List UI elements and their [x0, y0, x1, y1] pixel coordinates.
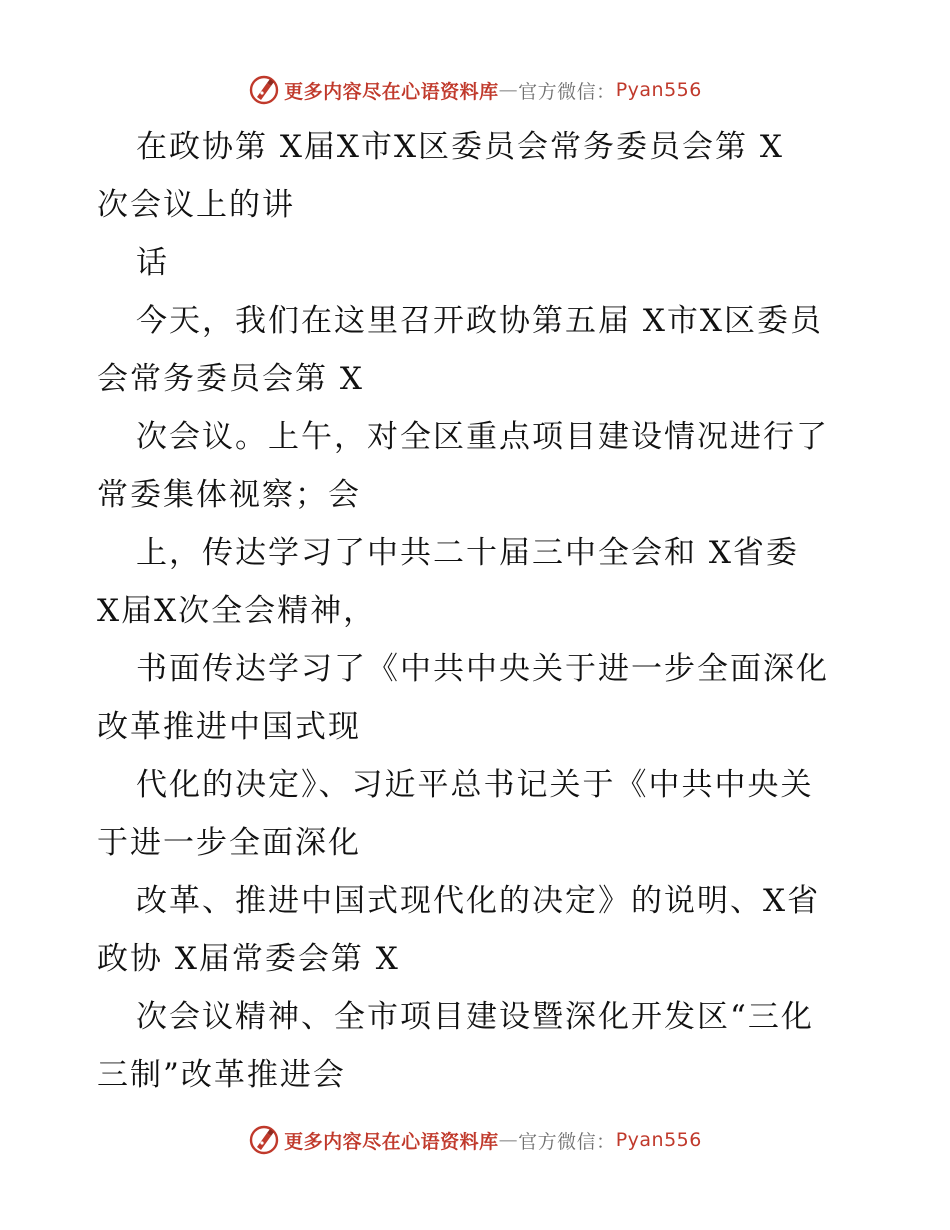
- text-line: 书面传达学习了《中共中央关于进一步全面深化: [136, 651, 829, 687]
- text-line: X届X次全会精神，: [97, 593, 377, 629]
- watermark-banner-top: [0, 70, 950, 110]
- text-line: 话: [136, 245, 169, 281]
- watermark-red-text: 更多内容尽在心语资料库: [284, 1130, 499, 1153]
- watermark-gray-text: 官方微信：: [518, 80, 616, 103]
- watermark-id-text: Pyan556: [615, 1129, 702, 1151]
- text-line: 今天，我们在这里召开政协第五届 X市X区委员: [136, 303, 823, 339]
- text-line: 代化的决定》、习近平总书记关于《中共中央关: [136, 767, 814, 803]
- watermark-dash: —: [498, 1129, 519, 1151]
- watermark-id-text: Pyan556: [615, 79, 702, 101]
- text-line: 常委集体视察；会: [97, 477, 361, 513]
- text-line: 次会议精神、全市项目建设暨深化开发区“三化: [136, 999, 814, 1035]
- text-line: 改革、推进中国式现代化的决定》的说明、X省: [136, 883, 821, 919]
- text-line: 于进一步全面深化: [97, 825, 361, 861]
- watermark-dash: —: [498, 79, 519, 101]
- text-line: 在政协第 X届X市X区委员会常务委员会第 X: [136, 129, 784, 165]
- text-line: 会常务委员会第 X: [97, 361, 364, 397]
- document-body: [97, 118, 857, 1104]
- text-line: 次会议上的讲: [97, 187, 295, 223]
- text-line: 三制”改革推进会: [97, 1057, 346, 1093]
- watermark-banner-bottom: [0, 1120, 950, 1160]
- fountain-pen-logo-icon: [248, 1124, 280, 1156]
- watermark-gray-text: 官方微信：: [518, 1130, 616, 1153]
- text-line: 上，传达学习了中共二十届三中全会和 X省委: [136, 535, 799, 571]
- text-line: 政协 X届常委会第 X: [97, 941, 400, 977]
- text-line: 次会议。上午，对全区重点项目建设情况进行了: [136, 419, 829, 455]
- text-line: 改革推进中国式现: [97, 709, 361, 745]
- fountain-pen-logo-icon: [248, 74, 280, 106]
- watermark-red-text: 更多内容尽在心语资料库: [284, 80, 499, 103]
